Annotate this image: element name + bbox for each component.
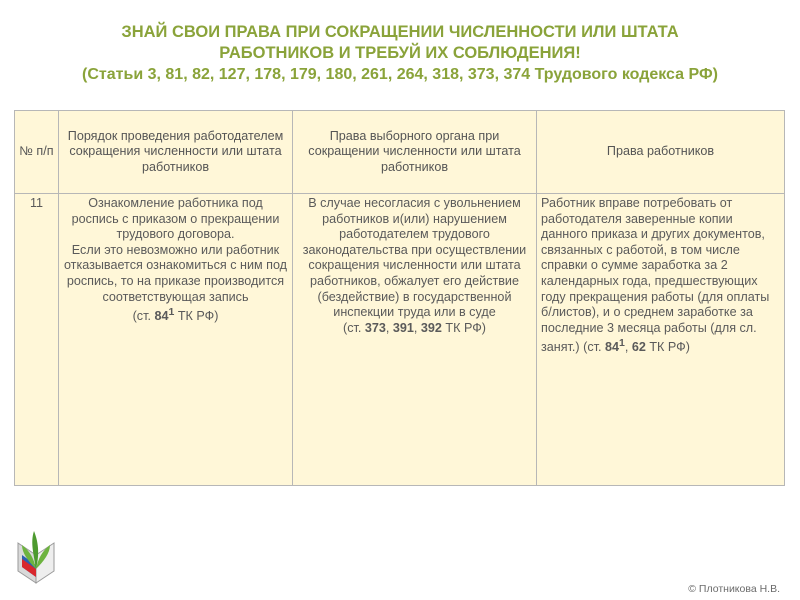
- table-row: [15, 194, 785, 486]
- copyright: © Плотникова Н.В.: [688, 583, 780, 595]
- worker-text: Работник вправе потребовать от работодателя заверенные копии данного приказа и других документов, связанных с работой, в том числе справки о сумме заработка за 2 календарных года, предшествующих году прекращения работы (для оплаты б/листов), и о среднем заработке за последние 3 месяца работы (для сл. занят.): [541, 196, 770, 355]
- title-line-3: (Статьи 3, 81, 82, 127, 178, 179, 180, 261, 264, 318, 373, 374 Трудового кодекса РФ): [82, 66, 718, 83]
- table-header-row: [15, 111, 785, 194]
- procedure-ref-article: 84: [154, 309, 169, 324]
- page-title: [40, 22, 760, 85]
- procedure-text-2: Если это невозможно или работник отказывается ознакомиться с ним под роспись, то на приказе производится соответствующая запись: [63, 242, 288, 304]
- procedure-ref-post: ТК РФ): [174, 309, 219, 324]
- header-union-rights: Права выборного органа при сокращении численности или штата работников: [293, 111, 537, 194]
- worker-ref-2: 62: [631, 340, 646, 355]
- union-ref-sep-2: ,: [413, 320, 421, 335]
- title-line-1: ЗНАЙ СВОИ ПРАВА ПРИ СОКРАЩЕНИИ ЧИСЛЕННОСТИ ИЛИ ШТАТА: [121, 23, 679, 41]
- worker-ref-1-sup: 1: [619, 337, 625, 350]
- worker-ref-sep-1: ,: [624, 340, 632, 355]
- procedure-ref-sup: 1: [168, 306, 175, 319]
- union-ref-pre: (ст.: [343, 320, 365, 335]
- union-ref-1: 373: [364, 320, 386, 335]
- cell-worker-rights: [537, 194, 785, 486]
- procedure-ref-pre: (ст.: [132, 309, 155, 324]
- union-ref-2: 391: [392, 320, 414, 335]
- worker-ref-1: 84: [604, 340, 619, 355]
- union-ref-3: 392: [420, 320, 442, 335]
- procedure-text-1: Ознакомление работника под роспись с приказом о прекращении трудового договора.: [71, 196, 280, 242]
- union-ref-sep-1: ,: [385, 320, 393, 335]
- title-line-2: РАБОТНИКОВ И ТРЕБУЙ ИХ СОБЛЮДЕНИЯ!: [219, 44, 581, 62]
- rights-table: [14, 110, 785, 486]
- union-ref-post: ТК РФ): [441, 320, 486, 335]
- worker-ref-post: ТК РФ): [645, 340, 690, 355]
- cell-union-rights: [293, 194, 537, 486]
- header-worker-rights: Права работников: [537, 111, 785, 194]
- cell-employer-procedure: [59, 194, 293, 486]
- header-employer-procedure: Порядок проведения работодателем сокращения численности или штата работников: [59, 111, 293, 194]
- header-number: № п/п: [15, 111, 59, 194]
- row-number: 11: [15, 194, 59, 486]
- union-text: В случае несогласия с увольнением работников и(или) нарушением работодателем трудового законодательства при осуществлении сокращения численности или штата работников, обжалует его действие (бездействие) в государственной инспекции труда или в суде: [302, 196, 527, 320]
- union-logo-icon: [14, 525, 58, 587]
- worker-ref-pre: (ст.: [579, 340, 605, 355]
